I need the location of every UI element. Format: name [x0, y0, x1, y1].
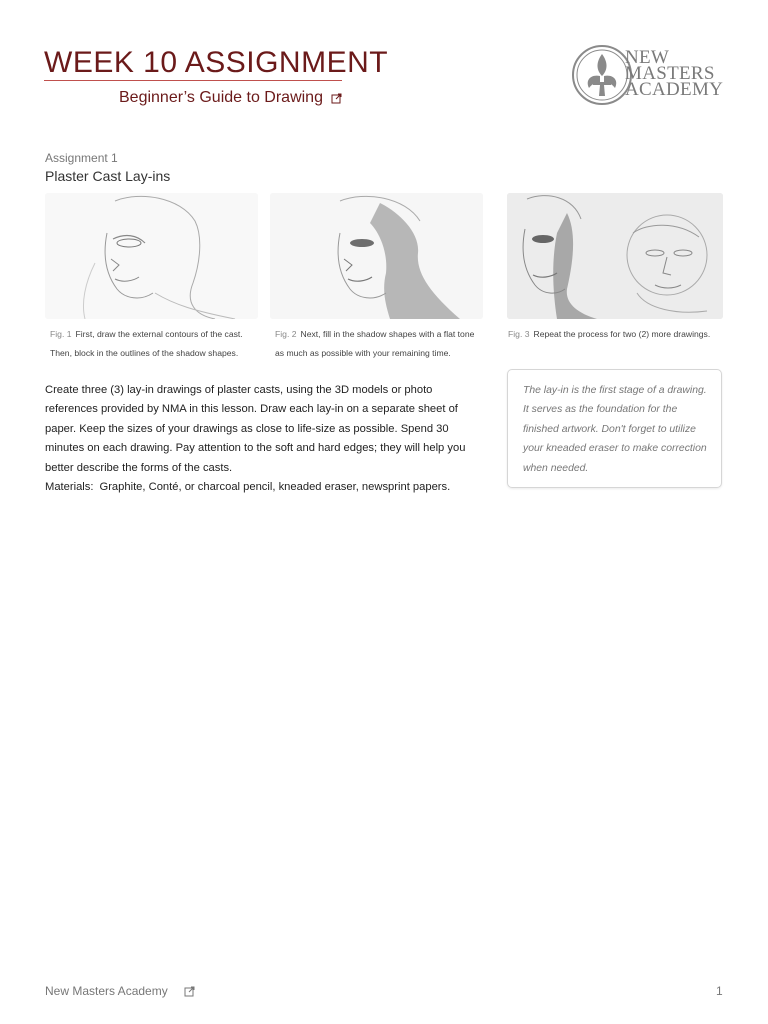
fleur-de-lis-seal-icon: [571, 44, 633, 106]
assignment-title: Plaster Cast Lay-ins: [45, 168, 171, 184]
materials-line: [45, 478, 485, 497]
caption-line: as much as possible with your remaining time.: [275, 348, 451, 358]
tip-callout: [507, 369, 722, 488]
figure-2-caption: [275, 325, 474, 363]
materials-label: Materials:: [45, 481, 94, 494]
caption-line: Then, block in the outlines of the shadow shapes.: [50, 348, 239, 358]
page-number: 1: [716, 984, 723, 998]
title-divider: [44, 80, 342, 81]
subtitle-text: Beginner’s Guide to Drawing: [119, 89, 323, 106]
assignment-instructions: [45, 381, 485, 497]
materials-text: Graphite, Conté, or charcoal pencil, kneaded eraser, newsprint papers.: [99, 481, 451, 494]
subtitle-link[interactable]: [119, 88, 342, 108]
external-link-icon[interactable]: [184, 986, 195, 997]
tip-text: The lay-in is the first stage of a drawing. It serves as the foundation for the finished artwork. Don't forget to utilize your kneaded eraser to make correction when needed.: [523, 385, 707, 474]
caption-line: First, draw the external contours of the cast.: [75, 329, 243, 339]
logo-wordmark: [625, 47, 724, 100]
figure-3-caption: [508, 325, 710, 344]
logo: [571, 44, 731, 108]
logo-line: ACADEMY: [625, 79, 724, 100]
figure-3-image: [507, 193, 723, 319]
instructions-paragraph: Create three (3) lay-in drawings of plaster casts, using the 3D models or photo references provided by NMA in this lesson. Draw each lay-in on a separate sheet of paper. Keep the sizes of your drawings as close to life-size as possible. Spend 30 minutes on each drawing. Pay attention to the soft and hard edges; they will help you better describe the forms of the casts.: [45, 384, 466, 474]
page-title: WEEK 10 ASSIGNMENT: [44, 46, 389, 79]
caption-line: Repeat the process for two (2) more drawings.: [533, 329, 711, 339]
figure-number: Fig. 2: [275, 329, 297, 339]
assignment-label: Assignment 1: [45, 151, 118, 165]
figure-number: Fig. 1: [50, 329, 72, 339]
logo-line: MASTERS: [625, 63, 715, 84]
figure-1-caption: [50, 325, 243, 363]
footer-brand-link[interactable]: [45, 984, 195, 998]
caption-line: Next, fill in the shadow shapes with a flat tone: [300, 329, 475, 339]
footer-brand-text: New Masters Academy: [45, 984, 168, 998]
figure-1-image: [45, 193, 258, 319]
external-link-icon[interactable]: [331, 93, 342, 104]
figure-2-image: [270, 193, 483, 319]
logo-line: NEW: [625, 47, 670, 68]
figure-number: Fig. 3: [508, 329, 530, 339]
